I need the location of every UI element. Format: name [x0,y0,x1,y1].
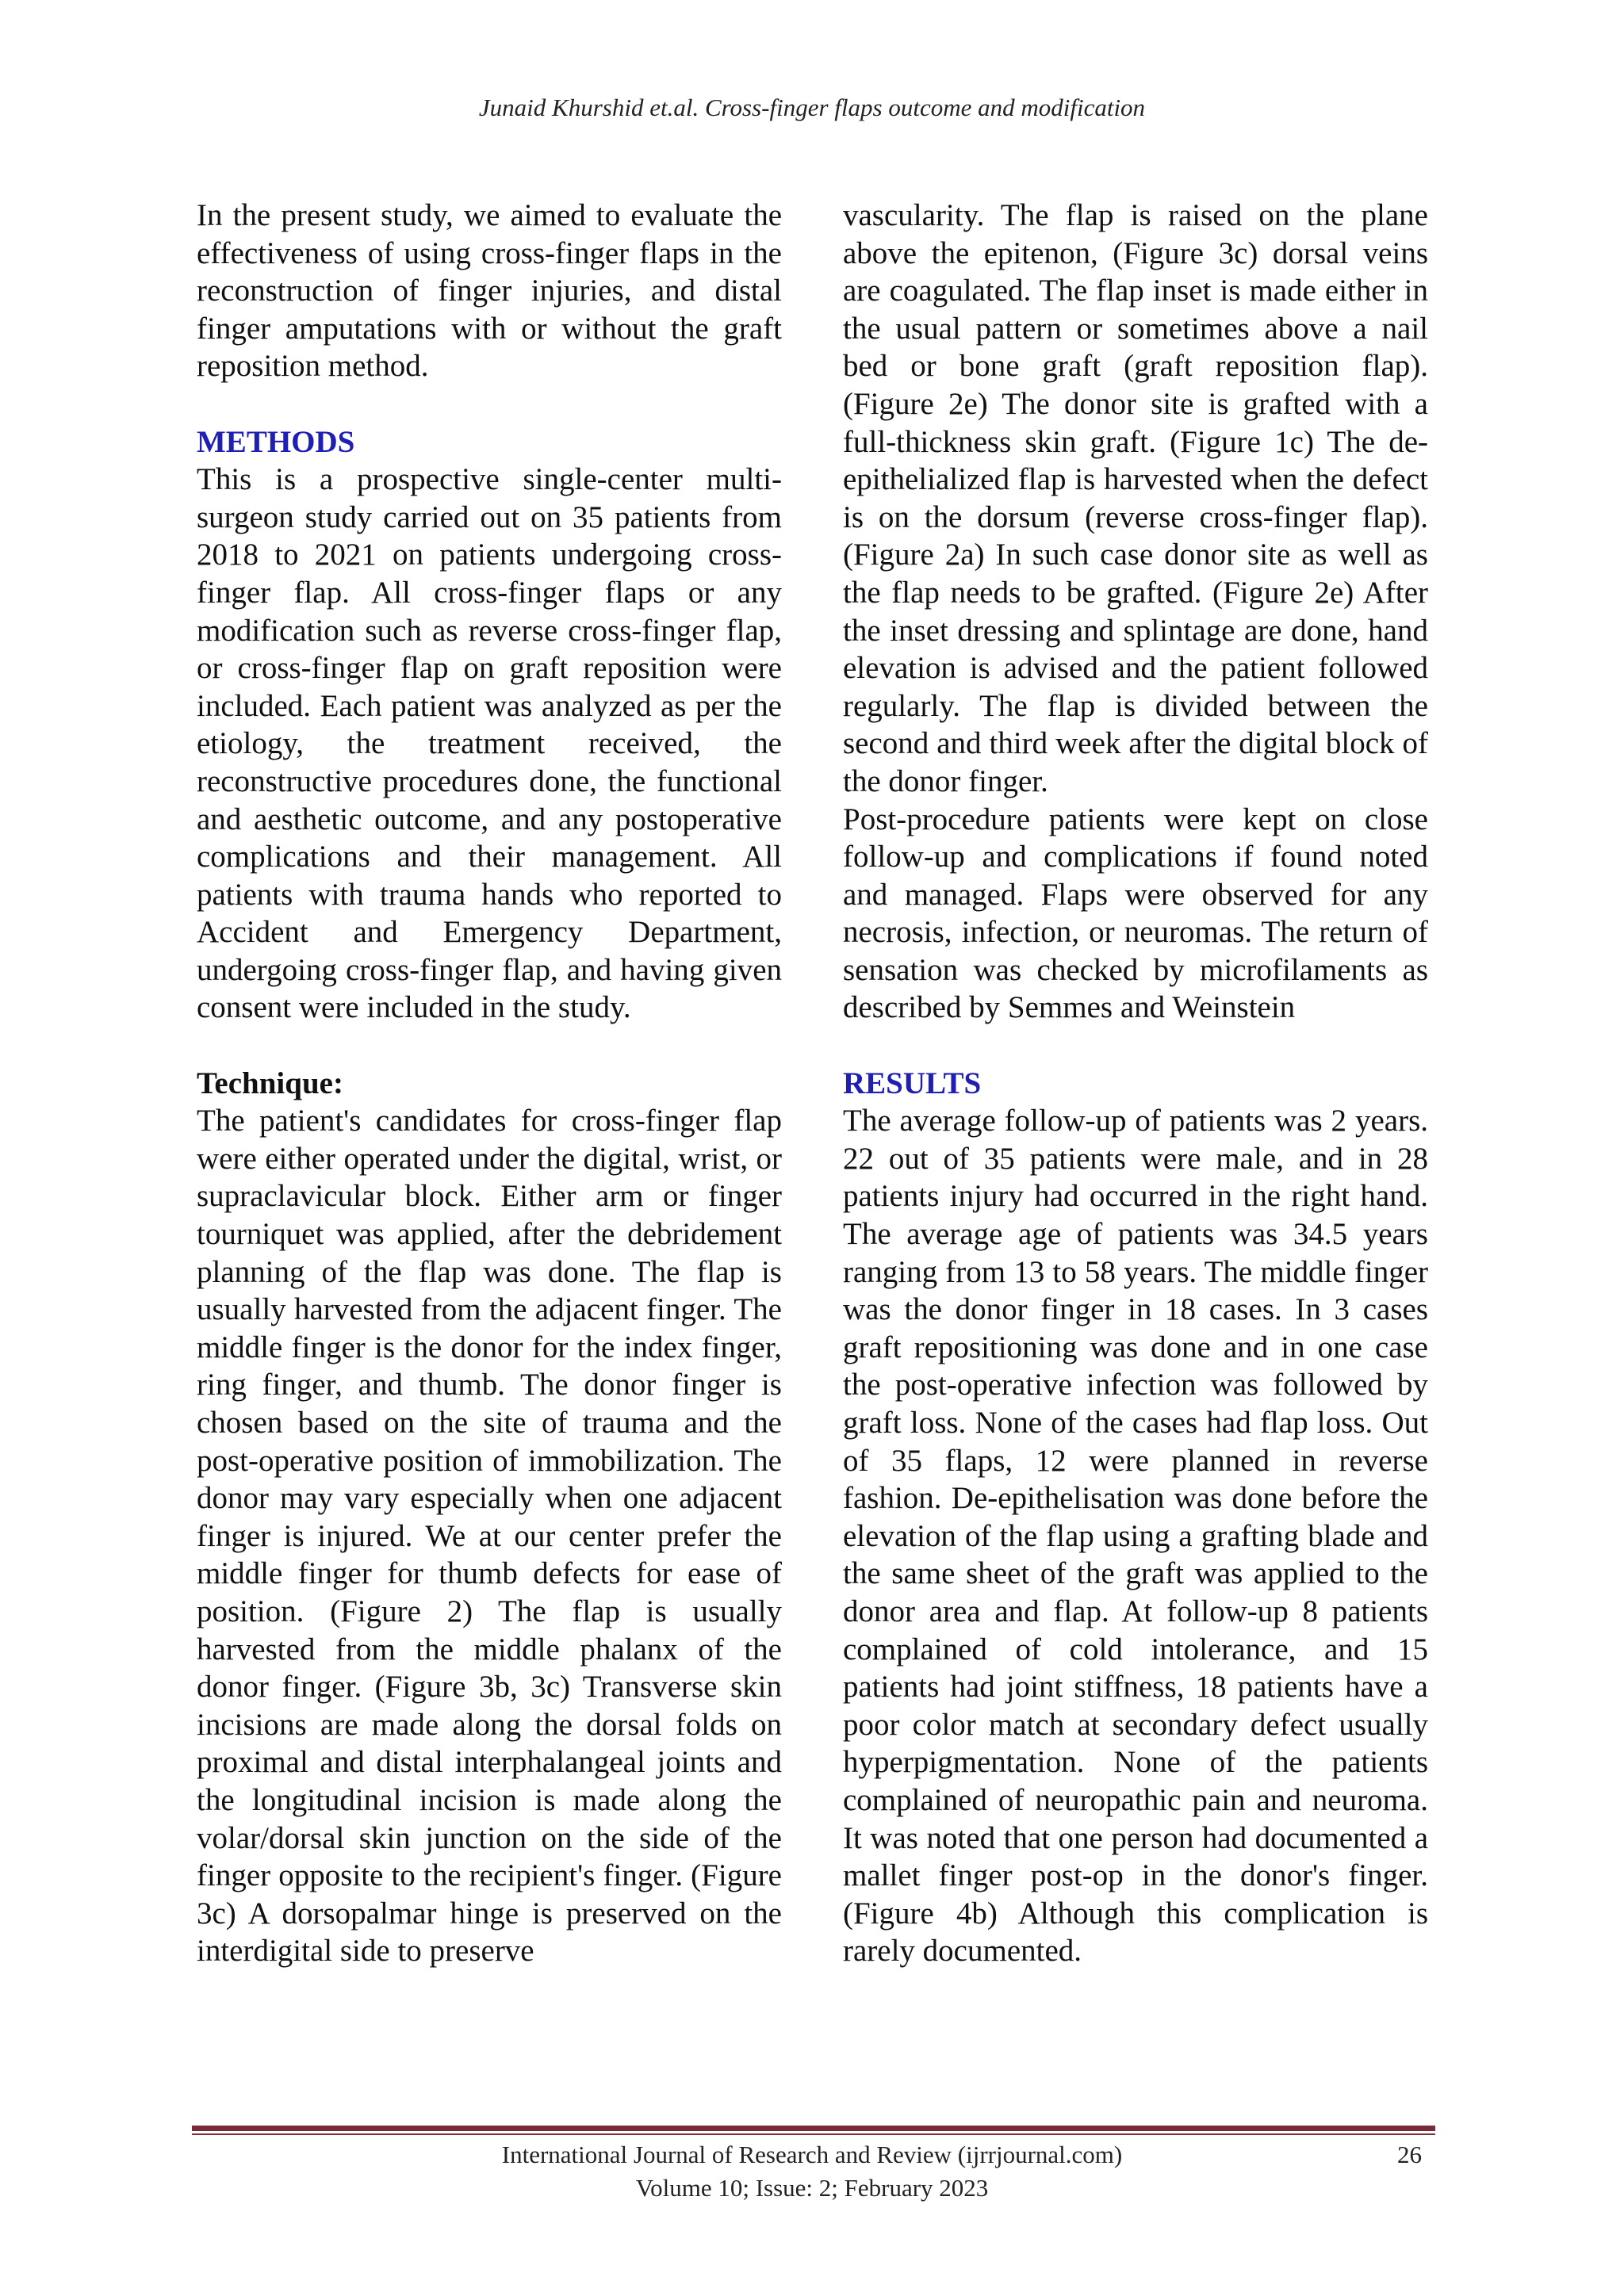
footer-issue: Volume 10; Issue: 2; February 2023 [635,2174,989,2202]
right-column [843,197,1428,1970]
footer-journal: International Journal of Research and Review (ijrrjournal.com) [501,2141,1123,2168]
methods-heading: METHODS [197,424,355,459]
spacer [197,385,782,423]
footer-rule-thin [192,2133,1435,2135]
running-head: Junaid Khurshid et.al. Cross-finger flaps outcome and modification [478,94,1146,121]
results-heading: RESULTS [843,1066,982,1100]
technique-heading: Technique: [197,1066,343,1100]
intro-paragraph: In the present study, we aimed to evaluate the effectiveness of using cross-finger flaps in the reconstruction of finger injuries, and distal finger amputations with or without the graft reposition method. [197,198,782,384]
technique-paragraph: The patient's candidates for cross-finger flap were either operated under the digital, wrist, or supraclavicular block. Either arm or finger tourniquet was applied, after the debridement planning of the flap was done. The flap is usually harvested from the adjacent finger. The middle finger is the donor for the index finger, ring finger, and thumb. The donor finger is chosen based on the site of trauma and the post-operative position of immobilization. The donor may vary especially when one adjacent finger is injured. We at our center prefer the middle finger for thumb defects for ease of position. (Figure 2) The flap is usually harvested from the middle phalanx of the donor finger. (Figure 3b, 3c) Transverse skin incisions are made along the dorsal folds on proximal and distal interphalangeal joints and the longitudinal incision is made along the volar/dorsal skin junction on the side of the finger opposite to the recipient's finger. (Figure 3c) A dorsopalmar hinge is preserved on the interdigital side to preserve [197,1104,782,1969]
post-procedure-paragraph: Post-procedure patients were kept on close follow-up and complications if found noted and managed. Flaps were observed for any necrosis, infection, or neuromas. The return of sensation was checked by microfilaments as described by Semmes and Weinstein [843,802,1428,1025]
results-paragraph: The average follow-up of patients was 2 years. 22 out of 35 patients were male, and in 28 patients injury had occurred in the right hand. The average age of patients was 34.5 years ranging from 13 to 58 years. The middle finger was the donor finger in 18 cases. In 3 cases graft repositioning was done and in one case the post-operative infection was followed by graft loss. None of the cases had flap loss. Out of 35 flaps, 12 were planned in reverse fashion. De-epithelisation was done before the elevation of the flap using a grafting blade and the same sheet of the graft was applied to the donor area and flap. At follow-up 8 patients complained of cold intolerance, and 15 patients had joint stiffness, 18 patients have a poor color match at secondary defect usually hyperpigmentation. None of the patients complained of neuropathic pain and neuroma. It was noted that one person had documented a mallet finger post-op in the donor's finger. (Figure 4b) Although this complication is rarely documented. [843,1104,1428,1969]
page-number: 26 [1397,2141,1422,2168]
footer-rule-thick [192,2126,1435,2131]
spacer [843,1027,1428,1065]
left-column [197,197,782,1970]
methods-paragraph: This is a prospective single-center multi-surgeon study carried out on 35 patients from 2018 to 2021 on patients undergoing cross-finger flap. All cross-finger flaps or any modification such as reverse cross-finger flap, or cross-finger flap on graft reposition were included. Each patient was analyzed as per the etiology, the treatment received, the reconstructive procedures done, the functional and aesthetic outcome, and any postoperative complications and their management. All patients with trauma hands who reported to Accident and Emergency Department, undergoing cross-finger flap, and having given consent were included in the study. [197,462,782,1025]
spacer [197,1027,782,1065]
technique-continued-paragraph: vascularity. The flap is raised on the plane above the epitenon, (Figure 3c) dorsal veins are coagulated. The flap inset is made either in the usual pattern or sometimes above a nail bed or bone graft (graft reposition flap). (Figure 2e) The donor site is grafted with a full-thickness skin graft. (Figure 1c) The de-epithelialized flap is harvested when the defect is on the dorsum (reverse cross-finger flap). (Figure 2a) In such case donor site as well as the flap needs to be grafted. (Figure 2e) After the inset dressing and splintage are done, hand elevation is advised and the patient followed regularly. The flap is divided between the second and third week after the digital block of the donor finger. [843,198,1428,798]
